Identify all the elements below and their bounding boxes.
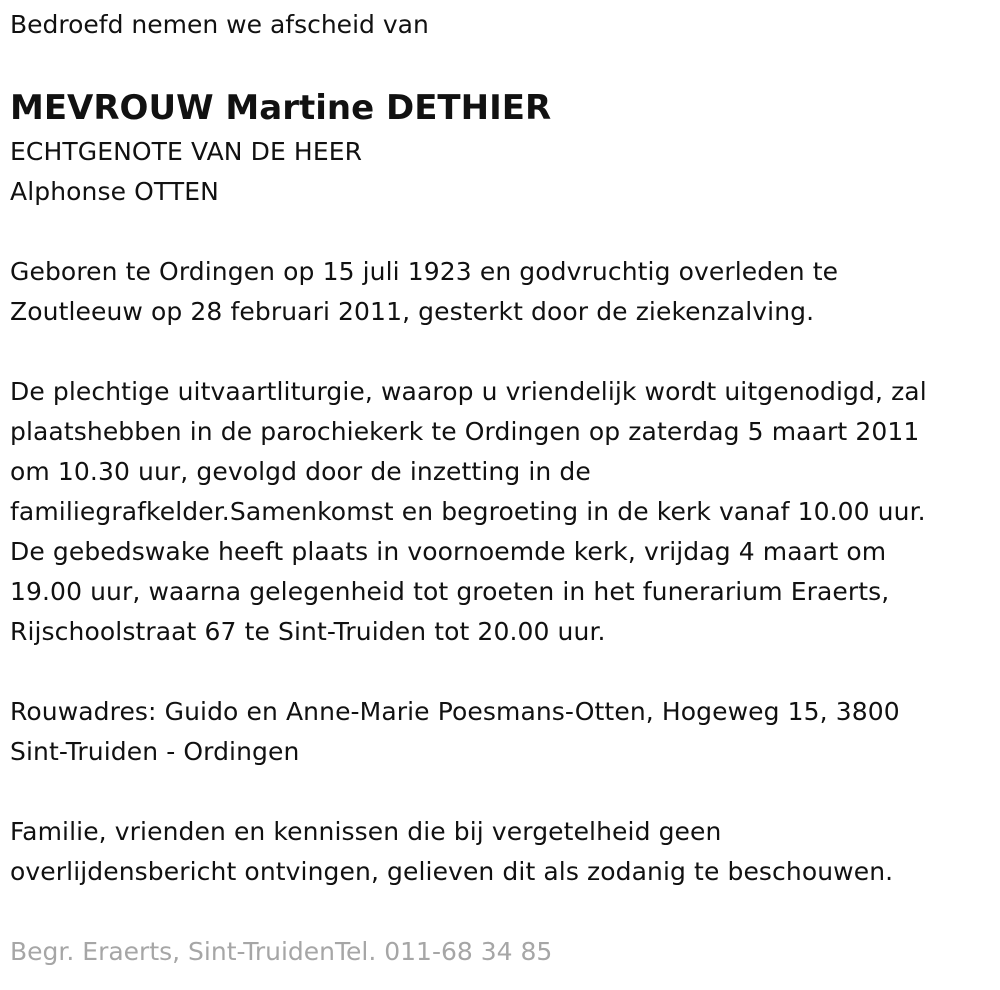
paragraph-line: Geboren te Ordingen op 15 juli 1923 en godvruchtig overleden te bbox=[10, 257, 839, 286]
address-paragraph bbox=[10, 692, 990, 772]
paragraph-line: familiegrafkelder.Samenkomst en begroeting in de kerk vanaf 10.00 uur. bbox=[10, 497, 926, 526]
notice-paragraph bbox=[10, 812, 990, 892]
paragraph-line: 19.00 uur, waarna gelegenheid tot groeten in het funerarium Eraerts, bbox=[10, 577, 890, 606]
spouse-name: Alphonse OTTEN bbox=[10, 177, 219, 206]
paragraph-line: overlijdensbericht ontvingen, gelieven dit als zodanig te beschouwen. bbox=[10, 857, 894, 886]
birth-death-paragraph bbox=[10, 252, 990, 332]
deceased-title: MEVROUW bbox=[10, 88, 214, 128]
intro-text: Bedroefd nemen we afscheid van bbox=[10, 10, 429, 39]
deceased-name bbox=[10, 86, 990, 130]
paragraph-line: Rijschoolstraat 67 te Sint-Truiden tot 20.00 uur. bbox=[10, 617, 606, 646]
paragraph-line: Zoutleeuw op 28 februari 2011, gesterkt door de ziekenzalving. bbox=[10, 297, 815, 326]
paragraph-line: Rouwadres: Guido en Anne-Marie Poesmans-Otten, Hogeweg 15, 3800 bbox=[10, 697, 900, 726]
deceased-first-name: Martine bbox=[225, 88, 375, 128]
paragraph-line: om 10.30 uur, gevolgd door de inzetting in de bbox=[10, 457, 591, 486]
paragraph-line: Familie, vrienden en kennissen die bij vergetelheid geen bbox=[10, 817, 722, 846]
funeral-paragraph bbox=[10, 372, 990, 652]
funeral-home-footer: Begr. Eraerts, Sint-TruidenTel. 011-68 34 85 bbox=[10, 937, 553, 966]
obituary-notice bbox=[10, 8, 990, 972]
deceased-last-name: DETHIER bbox=[385, 88, 552, 128]
paragraph-line: Sint-Truiden - Ordingen bbox=[10, 737, 300, 766]
paragraph-line: De gebedswake heeft plaats in voornoemde kerk, vrijdag 4 maart om bbox=[10, 537, 887, 566]
paragraph-line: plaatshebben in de parochiekerk te Ordingen op zaterdag 5 maart 2011 bbox=[10, 417, 920, 446]
spouse-relation: ECHTGENOTE VAN DE HEER bbox=[10, 137, 363, 166]
paragraph-line: De plechtige uitvaartliturgie, waarop u vriendelijk wordt uitgenodigd, zal bbox=[10, 377, 927, 406]
